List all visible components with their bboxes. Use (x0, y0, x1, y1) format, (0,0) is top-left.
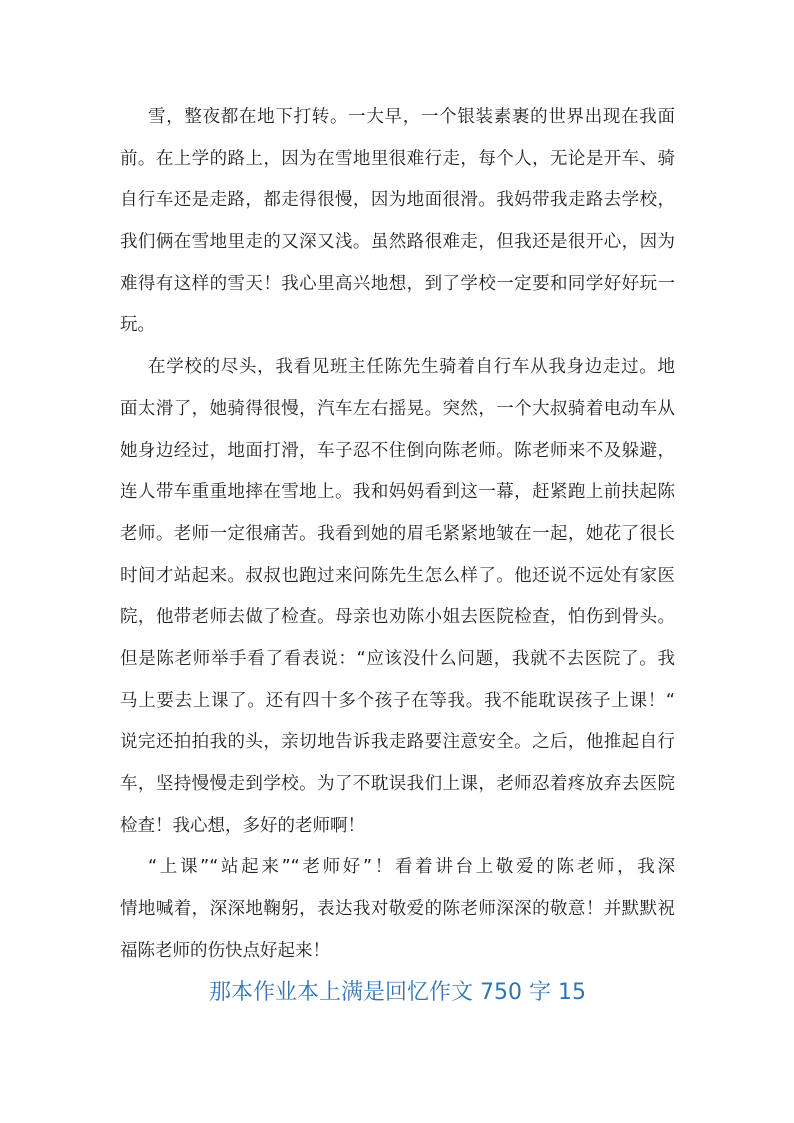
text-line: 她身边经过，地面打滑，车子忍不住倒向陈老师。陈老师来不及躲避， (120, 440, 675, 461)
paragraph-3 (120, 847, 675, 972)
text-line: 福陈老师的伤快点好起来！ (120, 940, 330, 961)
text-line: 车，坚持慢慢走到学校。为了不耽误我们上课，老师忍着疼放弃去医院 (120, 774, 675, 794)
text-line: 时间才站起来。叔叔也跑过来问陈先生怎么样了。他还说不远处有家医 (120, 565, 675, 586)
text-line: 我们俩在雪地里走的又深又浅。虽然路很难走，但我还是很开心，因为 (120, 232, 675, 253)
text-line: 但是陈老师举手看了看表说：“应该没什么问题，我就不去医院了。我 (120, 648, 675, 669)
text-line: “上课”“站起来”“老师好”！看着讲台上敬爱的陈老师，我深 (148, 857, 675, 878)
text-line: 检查！我心想，多好的老师啊！ (120, 815, 365, 836)
text-line: 说完还拍拍我的头，亲切地告诉我走路要注意安全。之后，他推起自行 (120, 732, 675, 753)
text-line: 连人带车重重地摔在雪地上。我和妈妈看到这一幕，赶紧跑上前扶起陈 (120, 482, 675, 503)
paragraph-1 (120, 97, 675, 347)
document-page (120, 97, 675, 1014)
paragraph-2 (120, 347, 675, 847)
text-line: 院，他带老师去做了检查。母亲也劝陈小姐去医院检查，怕伤到骨头。 (120, 607, 675, 628)
text-line: 玩。 (120, 315, 155, 336)
text-line: 情地喊着，深深地鞠躬，表达我对敬爱的陈老师深深的敬意！并默默祝 (120, 899, 675, 920)
text-line: 前。在上学的路上，因为在雪地里很难行走，每个人，无论是开车、骑 (120, 148, 675, 169)
text-line: 马上要去上课了。还有四十多个孩子在等我。我不能耽误孩子上课！“ (120, 690, 675, 711)
text-line: 自行车还是走路，都走得很慢，因为地面很滑。我妈带我走路去学校， (120, 190, 675, 211)
text-line: 难得有这样的雪天！我心里高兴地想，到了学校一定要和同学好好玩一 (120, 273, 675, 294)
text-line: 在学校的尽头，我看见班主任陈先生骑着自行车从我身边走过。地 (148, 357, 675, 378)
text-line: 雪，整夜都在地下打转。一大早，一个银装素裹的世界出现在我面 (148, 107, 675, 127)
text-line: 老师。老师一定很痛苦。我看到她的眉毛紧紧地皱在一起，她花了很长 (120, 523, 675, 544)
text-line: 面太滑了，她骑得很慢，汽车左右摇晃。突然，一个大叔骑着电动车从 (120, 398, 675, 419)
next-article-title: 那本作业本上满是回忆作文 750 字 15 (209, 980, 586, 1006)
